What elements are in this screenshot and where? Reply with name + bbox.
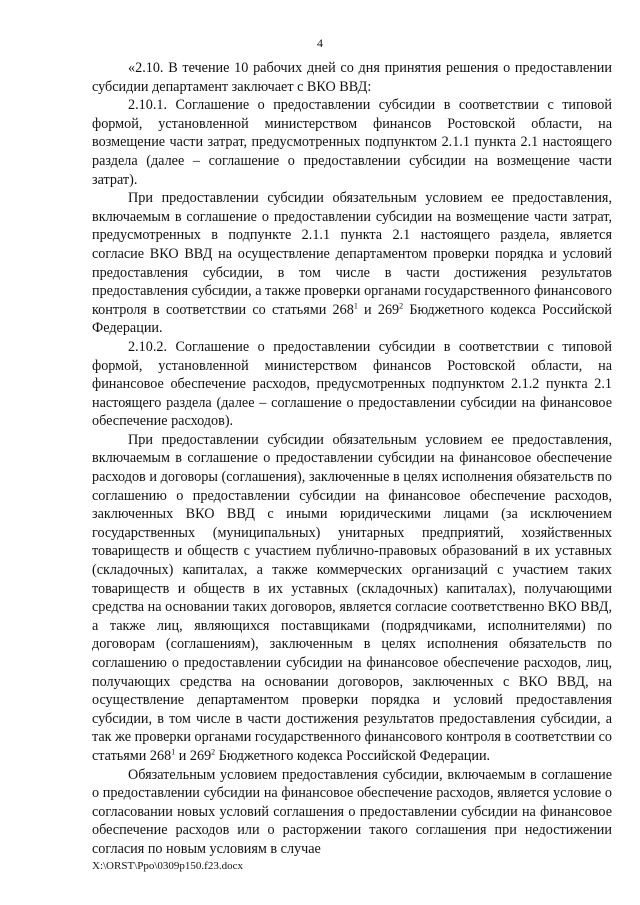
paragraph-condition-financing — [92, 431, 612, 766]
footer-file-path: X:\ORST\Ppo\0309p150.f23.docx — [92, 860, 243, 872]
article-269-superscript: 2 — [211, 747, 216, 757]
paragraph-condition-reimbursement — [92, 189, 612, 338]
paragraph-mandatory-condition: Обязательным условием предоставления субсидии, включаемым в соглашение о предоставлении субсидии на финансовое обеспечение расходов, является условие о согласовании новых условий соглашения о предоставлении субсидии на финансовое обеспечение расходов или о расторжении такого соглашения при недостижении согласия по новым условиям в случае — [92, 766, 612, 857]
paragraph-2-10-1: 2.10.1. Соглашение о предоставлении субсидии в соответствии с типовой формой, установленной министерством финансов Ростовской области, на возмещение части затрат, предусмотренных подпунктом 2.1.1 пункта 2.1 настоящего раздела (далее – соглашение о предоставлении субсидии на возмещение части затрат). — [92, 97, 612, 188]
budget-code-text: Бюджетного кодекса Российской Федерации. — [215, 747, 491, 764]
article-269-text: и 269 — [175, 747, 212, 764]
paragraph-2-10-intro: «2.10. В течение 10 рабочих дней со дня принятия решения о предоставлении субсидии департамент заключает с ВКО ВВД: — [92, 60, 612, 95]
page-number: 4 — [317, 36, 323, 50]
article-269-superscript: 2 — [399, 300, 404, 310]
article-269-text: и 269 — [357, 301, 400, 318]
document-body — [92, 59, 612, 859]
article-268-superscript: 1 — [171, 747, 176, 757]
paragraph-condition-reimbursement-text: При предоставлении субсидии обязательным условием ее предоставления, включаемым в соглашение о предоставлении субсидии на возмещение части затрат, предусмотренных в подпункте 2.1.1 пункта 2.1 настоящего раздела, является согласие ВКО ВВД на осуществление департаментом проверки порядка и условий предоставления субсидии, в том числе в части достижения результатов предоставления субсидии, а также проверки органами государственного финансового контроля в соответствии со статьями 268 — [92, 190, 612, 318]
article-268-superscript: 1 — [353, 300, 358, 310]
budget-code-text: Бюджетного кодекса Российской Федерации. — [92, 301, 612, 337]
paragraph-2-10-2: 2.10.2. Соглашение о предоставлении субсидии в соответствии с типовой формой, установленной министерством финансов Ростовской области, на финансовое обеспечение расходов, предусмотренных подпунктом 2.1.2 пункта 2.1 настоящего раздела (далее – соглашение о предоставлении субсидии на финансовое обеспечение расходов). — [92, 338, 612, 430]
paragraph-condition-financing-text: При предоставлении субсидии обязательным условием ее предоставления, включаемым в соглашение о предоставлении субсидии на финансовое обеспечение расходов и договоры (соглашения), заключенные в целях исполнения обязательств по соглашению о предоставлении субсидии на финансовое обеспечение расходов, заключенных ВКО ВВД с иными юридическими лицами (за исключением государственных (муниципальных) унитарных предприятий, хозяйственных товариществ и обществ с участием публично-правовых образований в их уставных (складочных) капиталах, а также коммерческих организаций с участием таких товариществ и обществ в их уставных (складочных) капиталах), получающими средства на основании таких договоров, является согласие соответственно ВКО ВВД, а также лиц, являющихся поставщиками (подрядчиками, исполнителями) по договорам (соглашениям), заключенным в целях исполнения обязательств по соглашению о предоставлении субсидии на финансовое обеспечение расходов, лиц, получающих средства на основании договоров, заключенных с ВКО ВВД, на осуществление департаментом проверки порядка и условий предоставления субсидии, в том числе в части достижения результатов предоставления субсидии, а так же проверки органами государственного финансового контроля в соответствии со статьями 268 — [92, 431, 612, 764]
